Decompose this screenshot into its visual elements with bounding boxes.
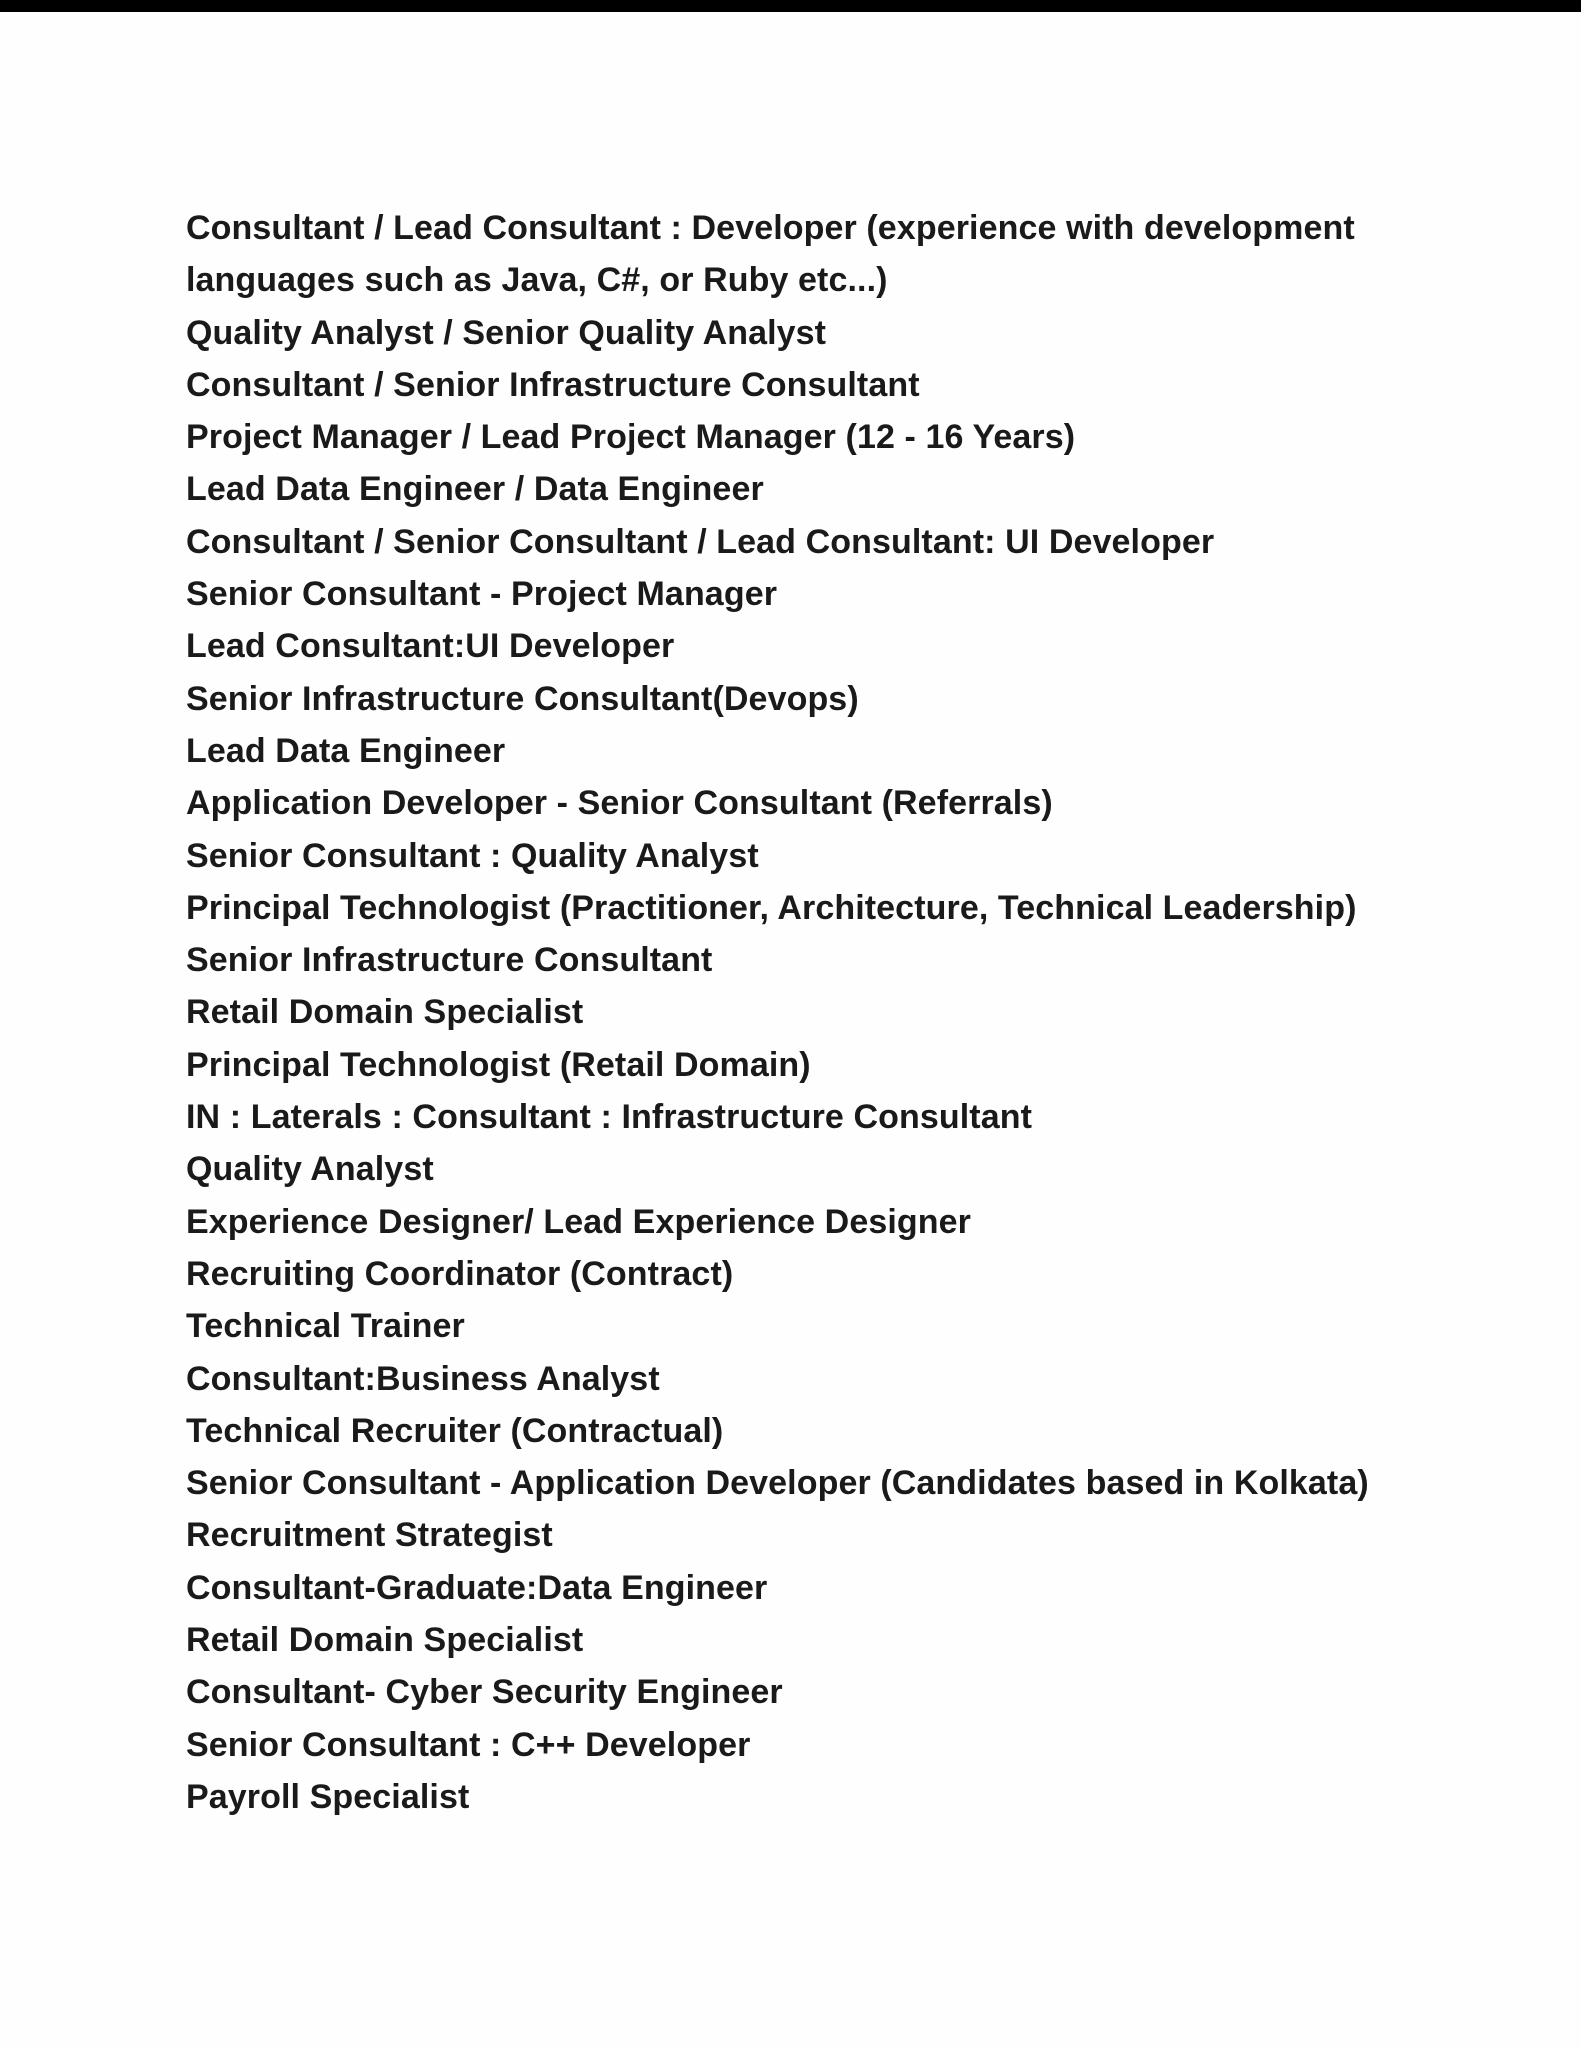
job-title-item: Technical Recruiter (Contractual)	[186, 1411, 724, 1450]
job-title-item: Consultant:Business Analyst	[186, 1359, 660, 1398]
job-title-item: Consultant / Senior Infrastructure Consultant	[186, 365, 920, 404]
job-title-item: Senior Consultant - Application Developer (Candidates based in Kolkata)	[186, 1464, 1369, 1503]
job-title-item: Experience Designer/ Lead Experience Designer	[186, 1202, 971, 1241]
job-title-item: Lead Consultant:UI Developer	[186, 627, 675, 666]
job-title-item: Consultant / Senior Consultant / Lead Consultant: UI Developer	[186, 522, 1215, 561]
job-title-item: Senior Consultant : Quality Analyst	[186, 836, 759, 875]
job-title-item: Quality Analyst / Senior Quality Analyst	[186, 313, 827, 352]
job-title-item: Principal Technologist (Retail Domain)	[186, 1045, 811, 1084]
job-title-item: Technical Trainer	[186, 1307, 465, 1346]
job-title-item: Recruitment Strategist	[186, 1516, 553, 1555]
job-title-item: Project Manager / Lead Project Manager (12 - 16 Years)	[186, 418, 1076, 457]
job-title-item: Retail Domain Specialist	[186, 1621, 584, 1660]
job-title-item: Consultant- Cyber Security Engineer	[186, 1673, 783, 1712]
job-title-item: Quality Analyst	[186, 1150, 434, 1189]
job-title-item: Lead Data Engineer	[186, 731, 506, 770]
job-title-item: Consultant / Lead Consultant : Developer (experience with development languages such as Java, C#, or Ruby etc...)	[186, 209, 1355, 300]
job-title-item: Application Developer - Senior Consultant (Referrals)	[186, 784, 1053, 823]
job-title-item: Lead Data Engineer / Data Engineer	[186, 470, 764, 509]
job-title-item: Senior Consultant : C++ Developer	[186, 1725, 751, 1764]
job-title-item: Senior Infrastructure Consultant	[186, 941, 713, 980]
job-title-list	[186, 202, 1436, 1823]
job-title-item: Senior Infrastructure Consultant(Devops)	[186, 679, 859, 718]
job-title-item: Payroll Specialist	[186, 1777, 470, 1816]
job-title-item: Recruiting Coordinator (Contract)	[186, 1254, 734, 1293]
job-title-item: Consultant-Graduate:Data Engineer	[186, 1568, 768, 1607]
top-border	[0, 0, 1581, 12]
job-title-item: Senior Consultant - Project Manager	[186, 575, 778, 614]
job-title-item: Retail Domain Specialist	[186, 993, 584, 1032]
job-title-item: IN : Laterals : Consultant : Infrastructure Consultant	[186, 1098, 1033, 1137]
document-page	[0, 12, 1581, 2048]
job-title-item: Principal Technologist (Practitioner, Architecture, Technical Leadership)	[186, 888, 1357, 927]
